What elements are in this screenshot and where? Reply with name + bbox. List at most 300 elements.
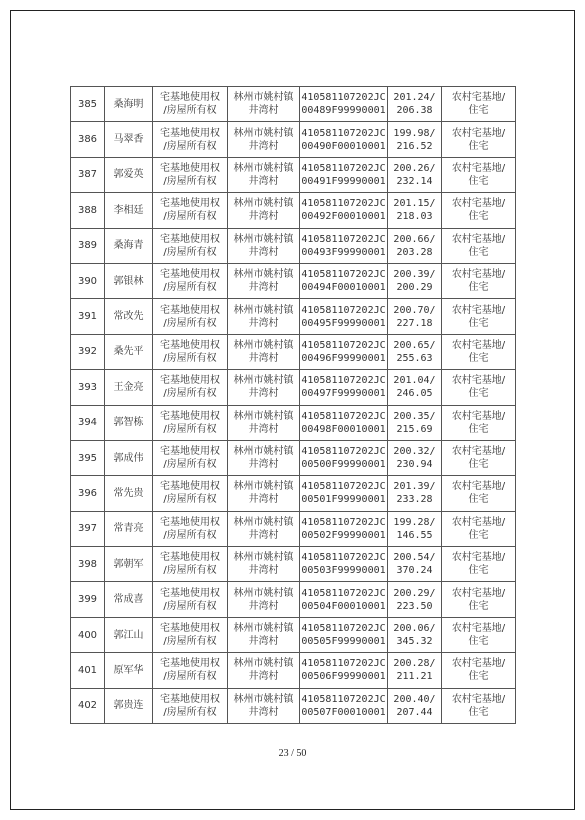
cell-land-use <box>442 617 516 652</box>
cell-land-use <box>442 299 516 334</box>
cell-location <box>228 688 300 723</box>
cell-area-line: 215.69 <box>396 423 433 435</box>
cell-location <box>228 228 300 263</box>
cell-unit-code-line: 00495F99990001 <box>301 317 386 329</box>
cell-area <box>388 653 442 688</box>
cell-unit-code-line: 00489F99990001 <box>301 105 386 117</box>
cell-location-line: 林州市姚村镇 <box>233 516 294 528</box>
cell-unit-code-line: 00496F99990001 <box>301 352 386 364</box>
cell-right-type <box>153 299 228 334</box>
table-row <box>71 157 516 192</box>
cell-unit-code-line: 00506F99990001 <box>301 671 386 683</box>
cell-right-type <box>153 334 228 369</box>
cell-index: 391 <box>71 299 105 334</box>
cell-right-type <box>153 193 228 228</box>
cell-right-type-line: 宅基地使用权 <box>160 587 220 599</box>
cell-area-line: 246.05 <box>396 388 433 400</box>
cell-right-type-line: 宅基地使用权 <box>160 339 220 351</box>
cell-right-type-line: 宅基地使用权 <box>160 623 220 635</box>
cell-index: 394 <box>71 405 105 440</box>
cell-right-type-line: /房屋所有权 <box>163 565 217 577</box>
cell-unit-code <box>300 582 388 617</box>
cell-index: 392 <box>71 334 105 369</box>
cell-unit-code <box>300 87 388 122</box>
cell-unit-code-line: 00497F99990001 <box>301 388 386 400</box>
cell-area-line: 211.21 <box>396 671 433 683</box>
records-table <box>70 86 516 724</box>
cell-unit-code <box>300 228 388 263</box>
cell-land-use-line: 住宅 <box>468 600 489 612</box>
cell-area <box>388 263 442 298</box>
cell-area <box>388 157 442 192</box>
cell-right-type-line: 宅基地使用权 <box>160 552 220 564</box>
cell-location <box>228 511 300 546</box>
cell-right-type <box>153 263 228 298</box>
cell-right-type-line: 宅基地使用权 <box>160 162 220 174</box>
cell-right-type <box>153 547 228 582</box>
cell-location-line: 井湾村 <box>248 706 279 718</box>
cell-area <box>388 299 442 334</box>
cell-unit-code-line: 00498F00010001 <box>301 423 386 435</box>
cell-area-line: 199.28/ <box>393 516 436 528</box>
cell-area-line: 200.70/ <box>393 304 436 316</box>
cell-land-use-line: 住宅 <box>468 175 489 187</box>
cell-location-line: 林州市姚村镇 <box>233 339 294 351</box>
cell-location <box>228 299 300 334</box>
cell-location <box>228 157 300 192</box>
cell-area <box>388 370 442 405</box>
cell-land-use-line: 农村宅基地/ <box>451 587 506 599</box>
table-row <box>71 476 516 511</box>
cell-land-use-line: 住宅 <box>468 529 489 541</box>
cell-land-use-line: 农村宅基地/ <box>451 92 506 104</box>
cell-index: 393 <box>71 370 105 405</box>
cell-unit-code-line: 00507F00010001 <box>301 706 386 718</box>
cell-unit-code-line: 410581107202JC <box>301 481 386 493</box>
cell-area-line: 216.52 <box>396 140 433 152</box>
cell-location-line: 林州市姚村镇 <box>233 410 294 422</box>
table-row <box>71 370 516 405</box>
cell-owner-name: 李相廷 <box>105 193 153 228</box>
cell-area <box>388 511 442 546</box>
cell-land-use-line: 农村宅基地/ <box>451 339 506 351</box>
cell-owner-name: 郭银林 <box>105 263 153 298</box>
table-row <box>71 228 516 263</box>
cell-unit-code-line: 410581107202JC <box>301 410 386 422</box>
cell-area-line: 200.29 <box>396 282 433 294</box>
cell-land-use-line: 住宅 <box>468 459 489 471</box>
cell-area-line: 201.39/ <box>393 481 436 493</box>
cell-land-use-line: 农村宅基地/ <box>451 162 506 174</box>
cell-index: 387 <box>71 157 105 192</box>
cell-right-type-line: 宅基地使用权 <box>160 375 220 387</box>
cell-land-use <box>442 334 516 369</box>
cell-area-line: 199.98/ <box>393 127 436 139</box>
cell-land-use-line: 住宅 <box>468 352 489 364</box>
cell-area-line: 345.32 <box>396 636 433 648</box>
cell-unit-code-line: 00494F00010001 <box>301 282 386 294</box>
cell-owner-name: 常青亮 <box>105 511 153 546</box>
cell-location-line: 井湾村 <box>248 671 279 683</box>
cell-right-type-line: /房屋所有权 <box>163 636 217 648</box>
cell-right-type-line: /房屋所有权 <box>163 671 217 683</box>
table-row <box>71 334 516 369</box>
cell-unit-code-line: 00501F99990001 <box>301 494 386 506</box>
cell-land-use-line: 农村宅基地/ <box>451 198 506 210</box>
cell-land-use <box>442 511 516 546</box>
cell-land-use-line: 住宅 <box>468 282 489 294</box>
cell-location-line: 井湾村 <box>248 636 279 648</box>
cell-unit-code <box>300 688 388 723</box>
cell-unit-code-line: 410581107202JC <box>301 693 386 705</box>
cell-right-type <box>153 440 228 475</box>
cell-unit-code-line: 410581107202JC <box>301 587 386 599</box>
cell-area-line: 146.55 <box>396 529 433 541</box>
cell-location-line: 井湾村 <box>248 423 279 435</box>
cell-index: 402 <box>71 688 105 723</box>
cell-area-line: 200.54/ <box>393 552 436 564</box>
cell-land-use-line: 农村宅基地/ <box>451 410 506 422</box>
cell-location <box>228 653 300 688</box>
cell-land-use-line: 农村宅基地/ <box>451 658 506 670</box>
cell-right-type-line: /房屋所有权 <box>163 246 217 258</box>
cell-area-line: 207.44 <box>396 706 433 718</box>
cell-index: 399 <box>71 582 105 617</box>
cell-right-type-line: 宅基地使用权 <box>160 693 220 705</box>
cell-right-type-line: 宅基地使用权 <box>160 658 220 670</box>
cell-land-use <box>442 193 516 228</box>
cell-index: 398 <box>71 547 105 582</box>
cell-unit-code-line: 00492F00010001 <box>301 211 386 223</box>
cell-owner-name: 郭智栋 <box>105 405 153 440</box>
cell-area-line: 230.94 <box>396 459 433 471</box>
cell-area-line: 200.65/ <box>393 339 436 351</box>
cell-unit-code-line: 00502F99990001 <box>301 529 386 541</box>
cell-owner-name: 常成喜 <box>105 582 153 617</box>
cell-right-type <box>153 582 228 617</box>
cell-location-line: 林州市姚村镇 <box>233 623 294 635</box>
cell-right-type-line: 宅基地使用权 <box>160 269 220 281</box>
cell-index: 386 <box>71 122 105 157</box>
cell-location <box>228 334 300 369</box>
cell-land-use <box>442 688 516 723</box>
cell-area <box>388 228 442 263</box>
cell-owner-name: 桑先平 <box>105 334 153 369</box>
cell-right-type <box>153 476 228 511</box>
cell-land-use-line: 住宅 <box>468 636 489 648</box>
cell-land-use-line: 农村宅基地/ <box>451 446 506 458</box>
cell-area <box>388 547 442 582</box>
cell-right-type-line: 宅基地使用权 <box>160 198 220 210</box>
cell-location-line: 林州市姚村镇 <box>233 693 294 705</box>
cell-unit-code <box>300 440 388 475</box>
cell-right-type <box>153 122 228 157</box>
cell-unit-code <box>300 511 388 546</box>
cell-area-line: 200.66/ <box>393 233 436 245</box>
cell-owner-name: 郭成伟 <box>105 440 153 475</box>
cell-unit-code <box>300 122 388 157</box>
cell-right-type-line: 宅基地使用权 <box>160 446 220 458</box>
cell-right-type <box>153 511 228 546</box>
cell-location <box>228 582 300 617</box>
cell-index: 388 <box>71 193 105 228</box>
cell-area-line: 218.03 <box>396 211 433 223</box>
cell-area <box>388 405 442 440</box>
cell-area <box>388 582 442 617</box>
cell-unit-code-line: 410581107202JC <box>301 198 386 210</box>
cell-unit-code <box>300 547 388 582</box>
table-row <box>71 299 516 334</box>
cell-location <box>228 440 300 475</box>
cell-land-use-line: 农村宅基地/ <box>451 516 506 528</box>
cell-land-use-line: 住宅 <box>468 317 489 329</box>
cell-area-line: 203.28 <box>396 246 433 258</box>
cell-index: 385 <box>71 87 105 122</box>
cell-location-line: 林州市姚村镇 <box>233 127 294 139</box>
cell-land-use <box>442 547 516 582</box>
cell-owner-name: 郭贵连 <box>105 688 153 723</box>
cell-unit-code-line: 00491F99990001 <box>301 175 386 187</box>
cell-right-type-line: /房屋所有权 <box>163 388 217 400</box>
cell-right-type-line: /房屋所有权 <box>163 494 217 506</box>
table-row <box>71 440 516 475</box>
cell-area-line: 200.06/ <box>393 623 436 635</box>
cell-location <box>228 405 300 440</box>
cell-location <box>228 263 300 298</box>
cell-unit-code-line: 410581107202JC <box>301 304 386 316</box>
cell-location-line: 林州市姚村镇 <box>233 587 294 599</box>
cell-unit-code-line: 00505F99990001 <box>301 636 386 648</box>
cell-unit-code <box>300 193 388 228</box>
cell-unit-code-line: 410581107202JC <box>301 127 386 139</box>
cell-land-use-line: 住宅 <box>468 494 489 506</box>
table-row <box>71 688 516 723</box>
table-row <box>71 87 516 122</box>
cell-location-line: 井湾村 <box>248 388 279 400</box>
table-row <box>71 653 516 688</box>
cell-index: 389 <box>71 228 105 263</box>
cell-index: 395 <box>71 440 105 475</box>
cell-right-type-line: /房屋所有权 <box>163 317 217 329</box>
cell-location-line: 林州市姚村镇 <box>233 375 294 387</box>
cell-right-type-line: /房屋所有权 <box>163 105 217 117</box>
cell-unit-code-line: 00503F99990001 <box>301 565 386 577</box>
cell-land-use <box>442 440 516 475</box>
cell-land-use <box>442 476 516 511</box>
cell-land-use-line: 住宅 <box>468 246 489 258</box>
cell-owner-name: 马翠香 <box>105 122 153 157</box>
cell-location <box>228 617 300 652</box>
cell-land-use <box>442 87 516 122</box>
cell-area-line: 233.28 <box>396 494 433 506</box>
cell-owner-name: 王金亮 <box>105 370 153 405</box>
cell-land-use-line: 农村宅基地/ <box>451 623 506 635</box>
cell-land-use <box>442 653 516 688</box>
cell-location-line: 井湾村 <box>248 565 279 577</box>
cell-unit-code <box>300 370 388 405</box>
cell-unit-code-line: 410581107202JC <box>301 446 386 458</box>
cell-area-line: 200.28/ <box>393 658 436 670</box>
cell-location-line: 林州市姚村镇 <box>233 446 294 458</box>
cell-location-line: 井湾村 <box>248 600 279 612</box>
cell-index: 400 <box>71 617 105 652</box>
cell-location-line: 井湾村 <box>248 529 279 541</box>
cell-index: 396 <box>71 476 105 511</box>
cell-right-type <box>153 617 228 652</box>
cell-location-line: 井湾村 <box>248 175 279 187</box>
cell-area <box>388 617 442 652</box>
cell-land-use-line: 农村宅基地/ <box>451 304 506 316</box>
cell-land-use <box>442 157 516 192</box>
cell-land-use <box>442 370 516 405</box>
cell-unit-code <box>300 334 388 369</box>
cell-location-line: 林州市姚村镇 <box>233 304 294 316</box>
cell-unit-code-line: 00504F00010001 <box>301 600 386 612</box>
cell-area <box>388 87 442 122</box>
cell-location-line: 井湾村 <box>248 282 279 294</box>
cell-unit-code-line: 410581107202JC <box>301 339 386 351</box>
table-row <box>71 405 516 440</box>
cell-index: 397 <box>71 511 105 546</box>
cell-land-use-line: 住宅 <box>468 423 489 435</box>
cell-right-type <box>153 228 228 263</box>
table-row <box>71 617 516 652</box>
table-row <box>71 582 516 617</box>
cell-location-line: 井湾村 <box>248 246 279 258</box>
cell-right-type-line: /房屋所有权 <box>163 352 217 364</box>
cell-unit-code <box>300 157 388 192</box>
table-row <box>71 193 516 228</box>
cell-area-line: 206.38 <box>396 105 433 117</box>
cell-area-line: 201.15/ <box>393 198 436 210</box>
cell-land-use-line: 住宅 <box>468 671 489 683</box>
cell-right-type-line: /房屋所有权 <box>163 140 217 152</box>
cell-owner-name: 郭爱英 <box>105 157 153 192</box>
cell-unit-code-line: 410581107202JC <box>301 162 386 174</box>
cell-land-use-line: 农村宅基地/ <box>451 481 506 493</box>
cell-area-line: 200.29/ <box>393 587 436 599</box>
cell-unit-code <box>300 476 388 511</box>
cell-land-use-line: 农村宅基地/ <box>451 552 506 564</box>
cell-owner-name: 常先贵 <box>105 476 153 511</box>
cell-location-line: 林州市姚村镇 <box>233 162 294 174</box>
cell-location-line: 林州市姚村镇 <box>233 269 294 281</box>
cell-area-line: 227.18 <box>396 317 433 329</box>
cell-area-line: 200.39/ <box>393 269 436 281</box>
cell-area-line: 200.40/ <box>393 693 436 705</box>
cell-right-type-line: 宅基地使用权 <box>160 92 220 104</box>
cell-owner-name: 郭江山 <box>105 617 153 652</box>
cell-land-use-line: 农村宅基地/ <box>451 127 506 139</box>
cell-area-line: 201.04/ <box>393 375 436 387</box>
table-row <box>71 547 516 582</box>
cell-unit-code <box>300 405 388 440</box>
cell-land-use-line: 住宅 <box>468 388 489 400</box>
cell-unit-code-line: 410581107202JC <box>301 552 386 564</box>
cell-owner-name: 常改先 <box>105 299 153 334</box>
cell-right-type-line: /房屋所有权 <box>163 529 217 541</box>
cell-location-line: 林州市姚村镇 <box>233 552 294 564</box>
cell-area-line: 201.24/ <box>393 92 436 104</box>
cell-area <box>388 334 442 369</box>
cell-unit-code-line: 410581107202JC <box>301 233 386 245</box>
table-row <box>71 263 516 298</box>
cell-right-type-line: /房屋所有权 <box>163 175 217 187</box>
cell-unit-code-line: 410581107202JC <box>301 623 386 635</box>
cell-right-type-line: 宅基地使用权 <box>160 233 220 245</box>
table-row <box>71 511 516 546</box>
cell-right-type <box>153 157 228 192</box>
cell-area-line: 200.26/ <box>393 162 436 174</box>
cell-right-type-line: 宅基地使用权 <box>160 481 220 493</box>
cell-location <box>228 193 300 228</box>
cell-area <box>388 440 442 475</box>
cell-land-use-line: 住宅 <box>468 140 489 152</box>
cell-area <box>388 193 442 228</box>
cell-land-use-line: 住宅 <box>468 105 489 117</box>
cell-right-type-line: /房屋所有权 <box>163 211 217 223</box>
cell-location-line: 林州市姚村镇 <box>233 658 294 670</box>
cell-area-line: 200.35/ <box>393 410 436 422</box>
cell-land-use-line: 住宅 <box>468 565 489 577</box>
cell-index: 390 <box>71 263 105 298</box>
table-row <box>71 122 516 157</box>
cell-location-line: 井湾村 <box>248 352 279 364</box>
cell-unit-code-line: 410581107202JC <box>301 375 386 387</box>
cell-unit-code-line: 410581107202JC <box>301 92 386 104</box>
cell-area <box>388 122 442 157</box>
cell-unit-code <box>300 653 388 688</box>
cell-location-line: 井湾村 <box>248 105 279 117</box>
cell-right-type <box>153 370 228 405</box>
cell-location-line: 井湾村 <box>248 459 279 471</box>
cell-area <box>388 688 442 723</box>
cell-unit-code-line: 00493F99990001 <box>301 246 386 258</box>
cell-right-type-line: 宅基地使用权 <box>160 304 220 316</box>
cell-location-line: 井湾村 <box>248 211 279 223</box>
cell-land-use-line: 农村宅基地/ <box>451 375 506 387</box>
cell-location-line: 林州市姚村镇 <box>233 481 294 493</box>
cell-right-type-line: /房屋所有权 <box>163 282 217 294</box>
cell-location <box>228 476 300 511</box>
cell-unit-code <box>300 263 388 298</box>
cell-owner-name: 桑海明 <box>105 87 153 122</box>
cell-right-type <box>153 653 228 688</box>
cell-area-line: 255.63 <box>396 352 433 364</box>
cell-unit-code-line: 410581107202JC <box>301 658 386 670</box>
cell-location <box>228 370 300 405</box>
cell-area-line: 200.32/ <box>393 446 436 458</box>
cell-area-line: 223.50 <box>396 600 433 612</box>
cell-land-use-line: 住宅 <box>468 211 489 223</box>
cell-land-use-line: 农村宅基地/ <box>451 269 506 281</box>
cell-unit-code <box>300 299 388 334</box>
cell-location-line: 井湾村 <box>248 140 279 152</box>
cell-right-type-line: 宅基地使用权 <box>160 127 220 139</box>
cell-owner-name: 桑海青 <box>105 228 153 263</box>
cell-land-use-line: 农村宅基地/ <box>451 233 506 245</box>
cell-right-type-line: /房屋所有权 <box>163 706 217 718</box>
cell-area <box>388 476 442 511</box>
cell-location <box>228 547 300 582</box>
cell-right-type <box>153 688 228 723</box>
cell-unit-code <box>300 617 388 652</box>
cell-right-type-line: /房屋所有权 <box>163 423 217 435</box>
page-number: 23 / 50 <box>278 748 307 759</box>
cell-area-line: 370.24 <box>396 565 433 577</box>
cell-index: 401 <box>71 653 105 688</box>
cell-location-line: 井湾村 <box>248 494 279 506</box>
